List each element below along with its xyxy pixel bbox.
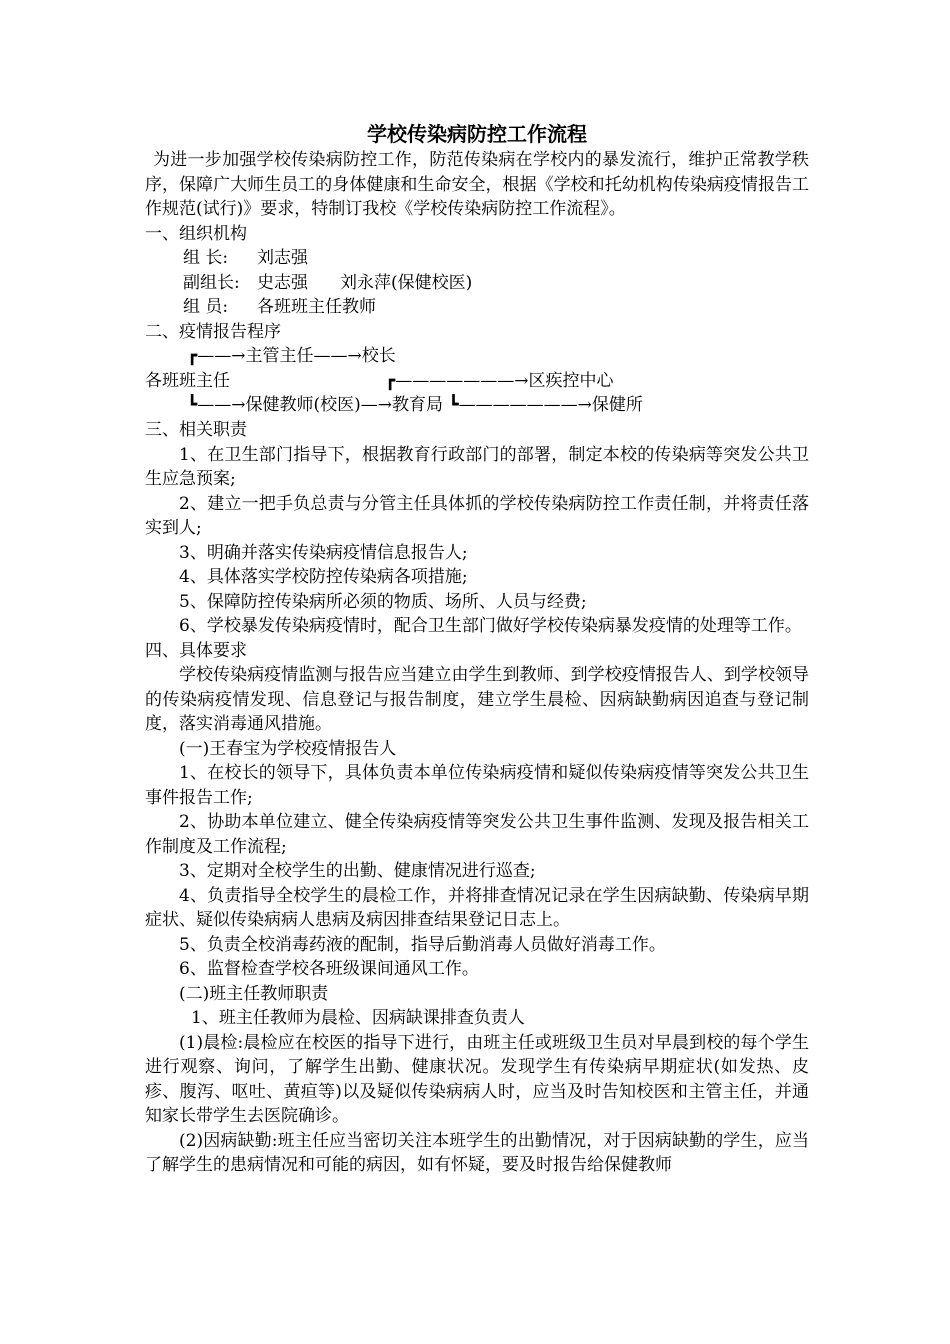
document-title: 学校传染病防控工作流程 [367, 122, 587, 146]
intro-paragraph: 为进一步加强学校传染病防控工作，防范传染病在学校内的暴发流行，维护正常教学秩序，保障广大师生员工的身体健康和生命安全，根据《学校和托幼机构传染病疫情报告工作规范(试行)》要求，特制订我校《学校传染病防控工作流程》。 [145, 150, 809, 219]
duty-item: 3、明确并落实传染病疫情信息报告人; [179, 542, 468, 563]
reporter-item: 3、定期对全校学生的出勤、健康情况进行巡查; [179, 861, 536, 881]
subsection-heading-class-teacher: (二)班主任教师职责 [179, 983, 329, 1004]
duty-item: 4、具体落实学校防控传染病各项措施; [179, 567, 468, 587]
member-label: 组 员: [183, 297, 229, 317]
flow-line-school-doctor: ┗——→保健教师(校医)—→教育局 ┗———————→保健所 [187, 395, 643, 415]
reporter-item: 2、协助本单位建立、健全传染病疫情等突发公共卫生事件监测、发现及报告相关工作制度及工作流程; [145, 812, 809, 857]
section-heading-report-procedure: 二、疫情报告程序 [145, 321, 281, 342]
member-line [145, 295, 809, 320]
deputy-line [145, 271, 809, 296]
class-teacher-item: 1、班主任教师为晨检、因病缺课排查负责人 [191, 1008, 525, 1028]
subsection-heading-reporter: (一)王春宝为学校疫情报告人 [179, 738, 397, 759]
section-heading-organization: 一、组织机构 [145, 223, 247, 244]
section-heading-duties: 三、相关职责 [145, 420, 247, 440]
reporter-item: 6、监督检查学校各班级课间通风工作。 [179, 959, 479, 979]
duty-item: 5、保障防控传染病所必须的物质、场所、人员与经费; [179, 591, 587, 612]
section-heading-requirements: 四、具体要求 [145, 640, 247, 661]
report-flowchart [145, 344, 809, 418]
leader-label: 组 长: [183, 248, 229, 268]
leader-name: 刘志强 [257, 248, 308, 268]
flow-line-cdc: ┏———————→区疾控中心 [385, 371, 614, 391]
requirements-intro: 学校传染病疫情监测与报告应当建立由学生到教师、到学校疫情报告人、到学校领导的传染病疫情发现、信息登记与报告制度，建立学生晨检、因病缺勤病因追查与登记制度，落实消毒通风措施。 [145, 665, 809, 734]
reporter-item: 4、负责指导全校学生的晨检工作，并将排查情况记录在学生因病缺勤、传染病早期症状、疑似传染病病人患病及病因排查结果登记日志上。 [145, 885, 809, 930]
deputy-name-1: 史志强 [257, 272, 308, 293]
flow-origin-class-teacher: 各班班主任 [145, 371, 230, 391]
duty-item: 1、在卫生部门指导下，根据教育行政部门的部署，制定本校的传染病等突发公共卫生应急预案; [145, 444, 809, 489]
sick-absence-paragraph: (2)因病缺勤:班主任应当密切关注本班学生的出勤情况，对于因病缺勤的学生，应当了解学生的患病情况和可能的病因，如有怀疑，要及时报告给保健教师 [145, 1130, 809, 1175]
reporter-item: 1、在校长的领导下，具体负责本单位传染病疫情和疑似传染病疫情等突发公共卫生事件报告工作; [145, 763, 809, 808]
duty-item: 6、学校暴发传染病疫情时，配合卫生部门做好学校传染病暴发疫情的处理等工作。 [179, 616, 802, 636]
flow-line-principal: ┏——→主管主任——→校长 [187, 346, 396, 366]
morning-check-paragraph: (1)晨检:晨检应在校医的指导下进行，由班主任或班级卫生员对早晨到校的每个学生进行观察、询问，了解学生出勤、健康状况。发现学生有传染病早期症状(如发热、皮疹、腹泻、呕吐、黄疸等)以及疑似传染病病人时，应当及时告知校医和主管主任，并通知家长带学生去医院确诊。 [145, 1032, 809, 1126]
document-page [145, 120, 809, 1178]
reporter-item: 5、负责全校消毒药液的配制，指导后勤消毒人员做好消毒工作。 [179, 934, 666, 955]
leader-line [145, 246, 809, 271]
deputy-name-2: 刘永萍(保健校医) [340, 272, 473, 293]
member-names: 各班班主任教师 [257, 297, 376, 317]
deputy-label: 副组长: [183, 272, 240, 293]
duty-item: 2、建立一把手负总责与分管主任具体抓的学校传染病防控工作责任制，并将责任落实到人; [145, 493, 809, 538]
